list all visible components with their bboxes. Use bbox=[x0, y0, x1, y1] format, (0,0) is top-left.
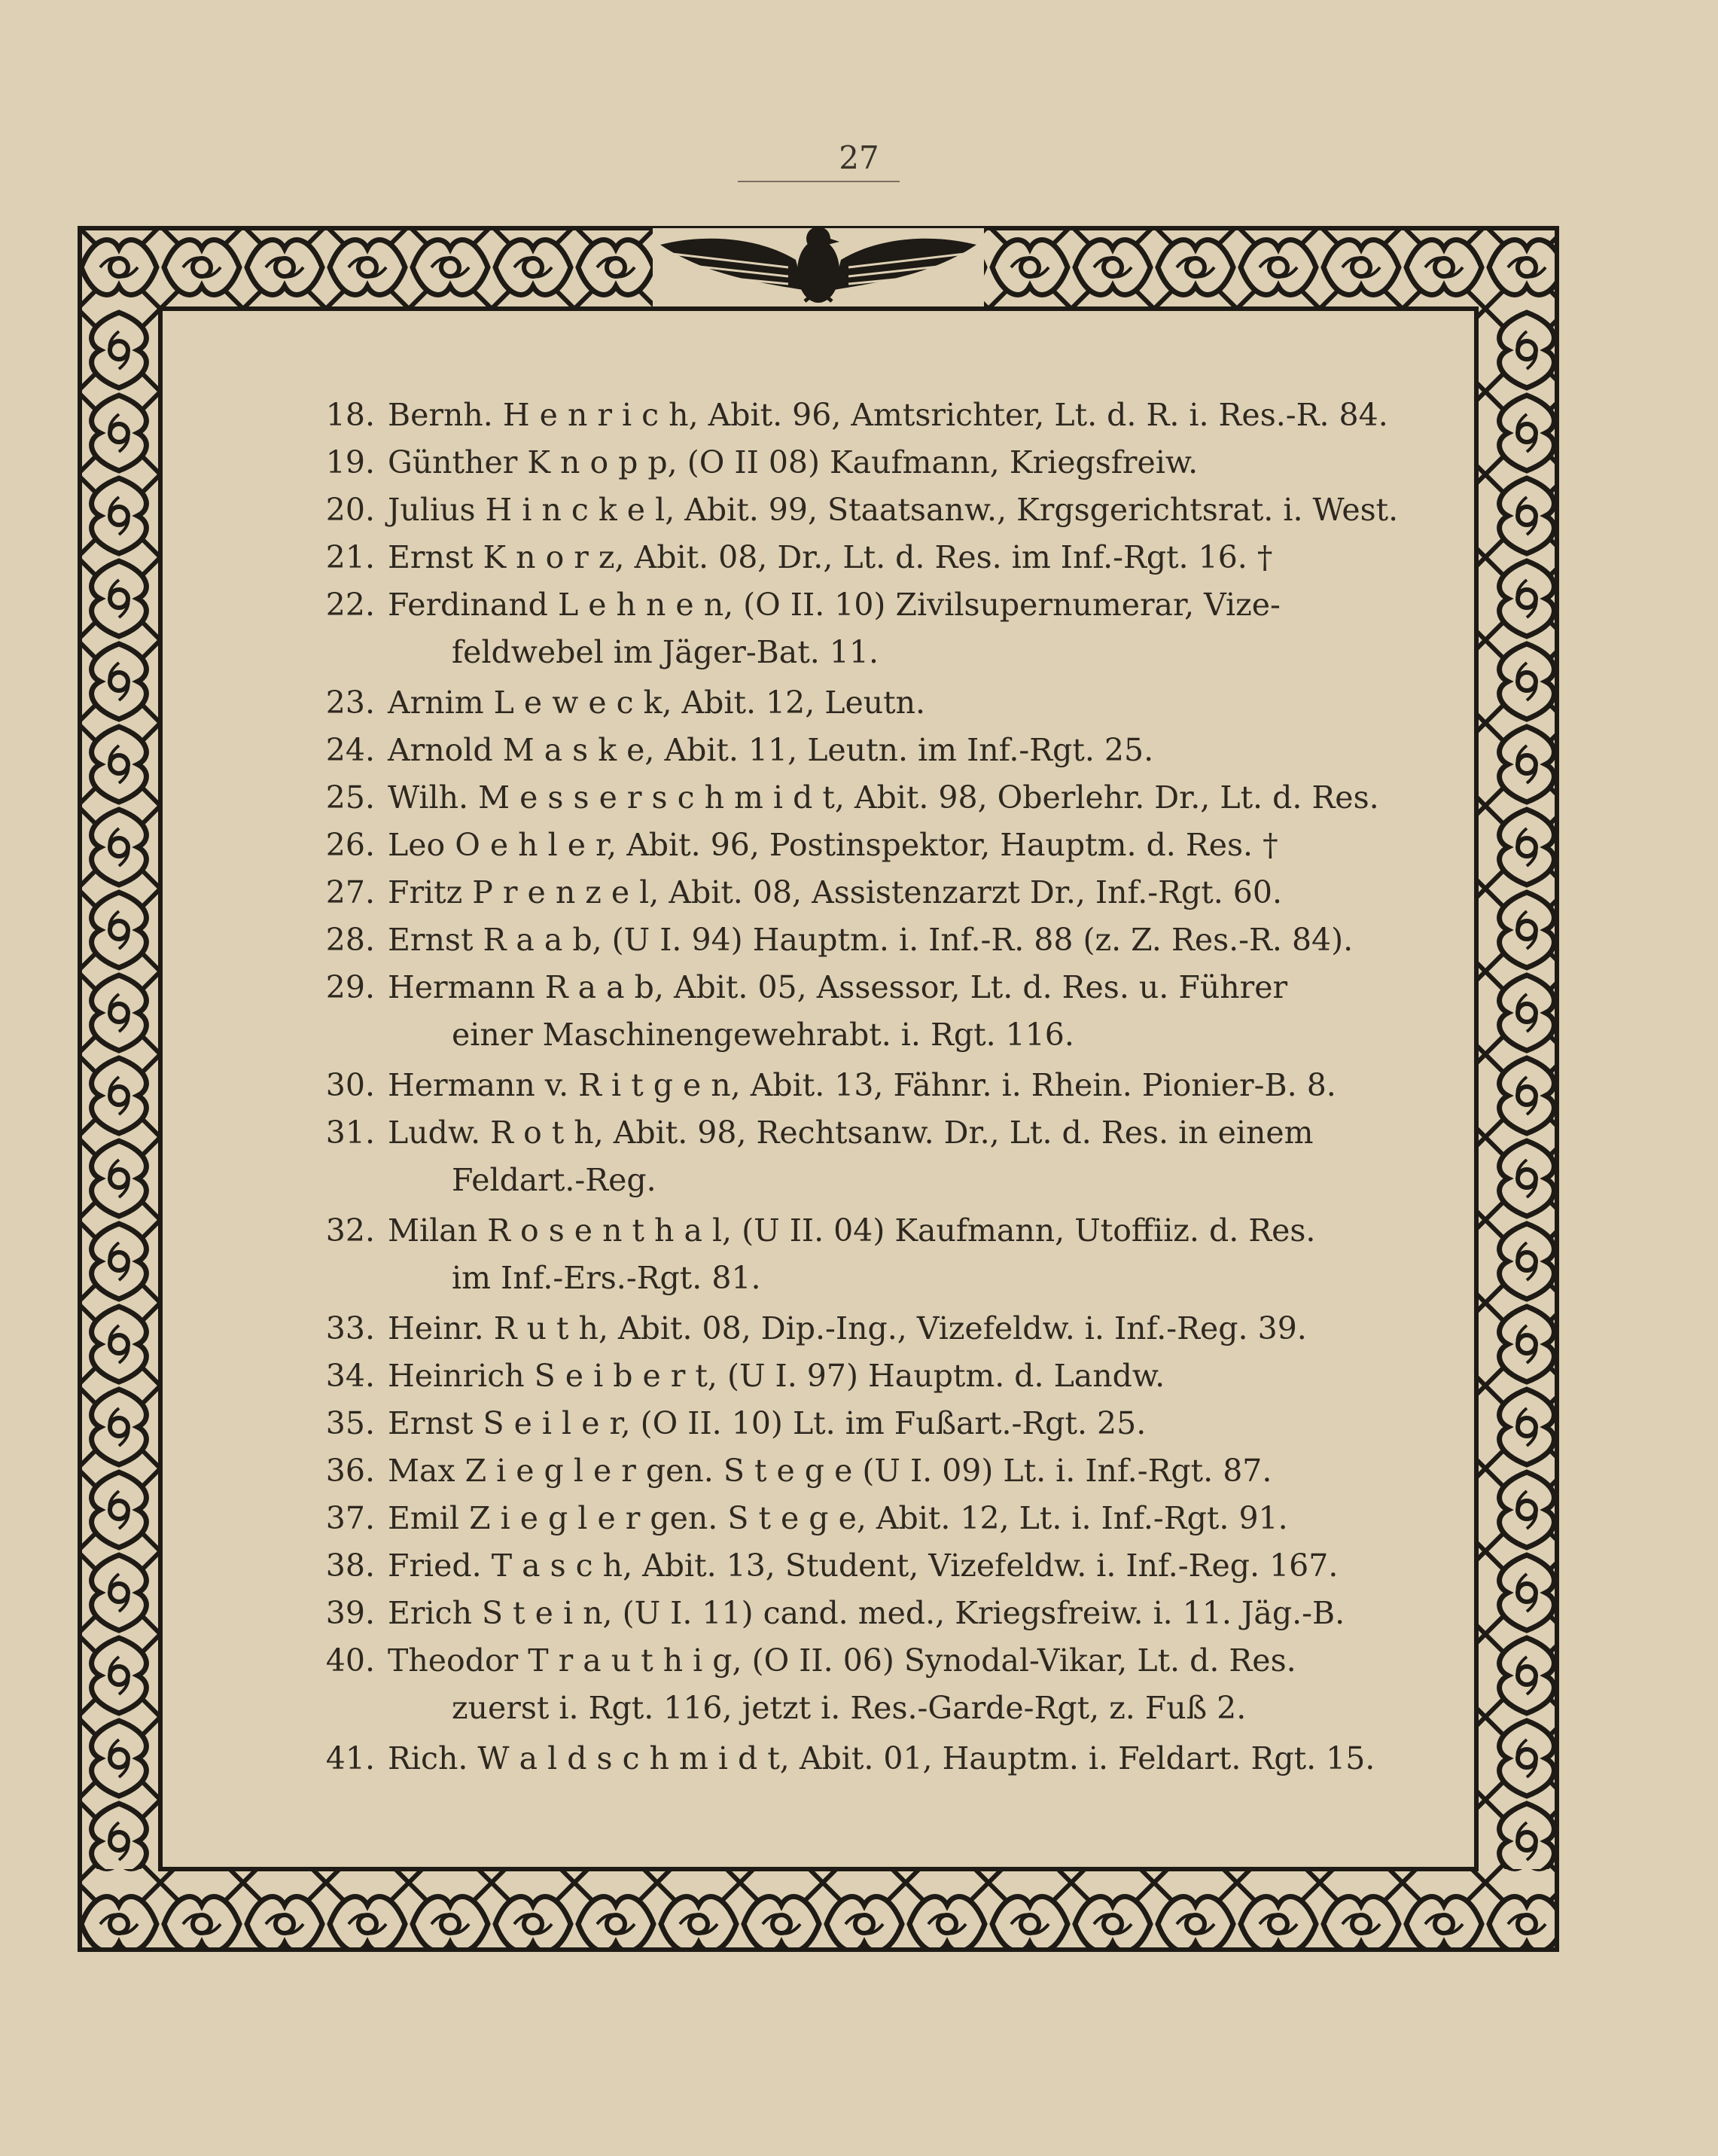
entry-number: 38. bbox=[325, 1548, 375, 1584]
entry-text: Ernst K n o r z, Abit. 08, Dr., Lt. d. Res. im Inf.-Rgt. 16. † bbox=[388, 539, 1273, 575]
entry-list bbox=[316, 392, 1399, 1782]
list-item bbox=[316, 1062, 1336, 1109]
entry-continuation: im Inf.-Ers.-Rgt. 81. bbox=[452, 1260, 761, 1296]
list-item bbox=[316, 1207, 1317, 1302]
list-item bbox=[316, 774, 1379, 822]
entry-number: 21. bbox=[325, 539, 375, 575]
list-item bbox=[316, 1735, 1375, 1782]
entry-text: Hermann v. R i t g e n, Abit. 13, Fähnr. i. Rhein. Pionier-B. 8. bbox=[388, 1067, 1336, 1103]
entry-text: Julius H i n c k e l, Abit. 99, Staatsanw., Krgsgerichtsrat. i. West. bbox=[388, 492, 1399, 528]
entry-text: Theodor T r a u t h i g, (O II. 06) Synodal-Vikar, Lt. d. Res. bbox=[388, 1642, 1296, 1679]
list-item bbox=[316, 1637, 1317, 1732]
entry-text: Heinrich S e i b e r t, (U I. 97) Hauptm. d. Landw. bbox=[388, 1358, 1165, 1394]
list-item bbox=[316, 679, 1317, 727]
entry-text: Emil Z i e g l e r gen. S t e g e, Abit. 12, Lt. i. Inf.-Rgt. 91. bbox=[388, 1500, 1288, 1536]
list-item bbox=[316, 392, 1388, 439]
entry-number: 36. bbox=[325, 1453, 375, 1489]
entry-text: Arnim L e w e c k, Abit. 12, Leutn. bbox=[388, 685, 926, 721]
entry-text: Ernst S e i l e r, (O II. 10) Lt. im Fußart.-Rgt. 25. bbox=[388, 1405, 1147, 1441]
entry-text: Wilh. M e s s e r s c h m i d t, Abit. 98, Oberlehr. Dr., Lt. d. Res. bbox=[388, 779, 1379, 816]
entry-number: 39. bbox=[325, 1595, 375, 1631]
entry-number: 28. bbox=[325, 922, 375, 958]
entry-text: Erich S t e i n, (U I. 11) cand. med., Kriegsfreiw. i. 11. Jäg.-B. bbox=[388, 1595, 1345, 1631]
list-item bbox=[316, 1109, 1317, 1204]
entry-number: 25. bbox=[325, 779, 375, 816]
entry-number: 26. bbox=[325, 827, 375, 863]
entry-continuation: zuerst i. Rgt. 116, jetzt i. Res.-Garde-Rgt, z. Fuß 2. bbox=[452, 1690, 1247, 1726]
entry-number: 37. bbox=[325, 1500, 375, 1536]
entry-text: Fritz P r e n z e l, Abit. 08, Assistenzarzt Dr., Inf.-Rgt. 60. bbox=[388, 874, 1282, 910]
entry-text: Ferdinand L e h n e n, (O II. 10) Zivilsupernumerar, Vize- bbox=[388, 587, 1281, 623]
entry-text: Max Z i e g l e r gen. S t e g e (U I. 09) Lt. i. Inf.-Rgt. 87. bbox=[388, 1453, 1272, 1489]
entry-number: 24. bbox=[325, 732, 375, 768]
list-item bbox=[316, 486, 1399, 534]
list-item bbox=[316, 439, 1317, 486]
entry-number: 41. bbox=[325, 1740, 375, 1776]
entry-number: 23. bbox=[325, 685, 375, 721]
list-item bbox=[316, 534, 1317, 581]
entry-number: 31. bbox=[325, 1115, 375, 1151]
list-item bbox=[316, 964, 1317, 1059]
entry-number: 33. bbox=[325, 1310, 375, 1346]
entry-number: 18. bbox=[325, 397, 375, 433]
entry-text: Fried. T a s c h, Abit. 13, Student, Vizefeldw. i. Inf.-Reg. 167. bbox=[388, 1548, 1339, 1584]
entry-text: Leo O e h l e r, Abit. 96, Postinspektor, Hauptm. d. Res. † bbox=[388, 827, 1278, 863]
entry-continuation: Feldart.-Reg. bbox=[452, 1162, 656, 1198]
entry-text: Rich. W a l d s c h m i d t, Abit. 01, Hauptm. i. Feldart. Rgt. 15. bbox=[388, 1740, 1375, 1776]
entry-number: 35. bbox=[325, 1405, 375, 1441]
entry-text: Heinr. R u t h, Abit. 08, Dip.-Ing., Vizefeldw. i. Inf.-Reg. 39. bbox=[388, 1310, 1307, 1346]
list-item bbox=[316, 1400, 1317, 1447]
entry-text: Milan R o s e n t h a l, (U II. 04) Kaufmann, Utoffiiz. d. Res. bbox=[388, 1212, 1316, 1249]
entry-text: Ernst R a a b, (U I. 94) Hauptm. i. Inf.-R. 88 (z. Z. Res.-R. 84). bbox=[388, 922, 1354, 958]
entry-number: 34. bbox=[325, 1358, 375, 1394]
entry-number: 27. bbox=[325, 874, 375, 910]
list-item bbox=[316, 1590, 1345, 1637]
list-item bbox=[316, 1542, 1339, 1590]
entry-number: 30. bbox=[325, 1067, 375, 1103]
entry-number: 32. bbox=[325, 1212, 375, 1249]
list-item bbox=[316, 916, 1354, 964]
entry-text: Hermann R a a b, Abit. 05, Assessor, Lt. d. Res. u. Führer bbox=[388, 969, 1288, 1005]
entry-continuation: feldwebel im Jäger-Bat. 11. bbox=[452, 634, 879, 670]
entry-text: Ludw. R o t h, Abit. 98, Rechtsanw. Dr., Lt. d. Res. in einem bbox=[388, 1115, 1314, 1151]
entry-number: 22. bbox=[325, 587, 375, 623]
entry-number: 29. bbox=[325, 969, 375, 1005]
list-item bbox=[316, 581, 1317, 676]
entry-text: Bernh. H e n r i c h, Abit. 96, Amtsrichter, Lt. d. R. i. Res.-R. 84. bbox=[388, 397, 1388, 433]
list-item bbox=[316, 822, 1317, 869]
entry-number: 20. bbox=[325, 492, 375, 528]
page-number-rule bbox=[738, 181, 900, 182]
entry-number: 19. bbox=[325, 444, 375, 480]
list-item bbox=[316, 1352, 1317, 1400]
entry-text: Günther K n o p p, (O II 08) Kaufmann, Kriegsfreiw. bbox=[388, 444, 1199, 480]
entry-continuation: einer Maschinengewehrabt. i. Rgt. 116. bbox=[452, 1017, 1074, 1053]
list-item bbox=[316, 869, 1317, 916]
entry-text: Arnold M a s k e, Abit. 11, Leutn. im Inf.-Rgt. 25. bbox=[388, 732, 1154, 768]
list-item bbox=[316, 1305, 1317, 1352]
entry-number: 40. bbox=[325, 1642, 375, 1679]
page-number: 27 bbox=[839, 139, 879, 176]
list-item bbox=[316, 1447, 1317, 1495]
list-item bbox=[316, 727, 1317, 774]
list-item bbox=[316, 1495, 1317, 1542]
